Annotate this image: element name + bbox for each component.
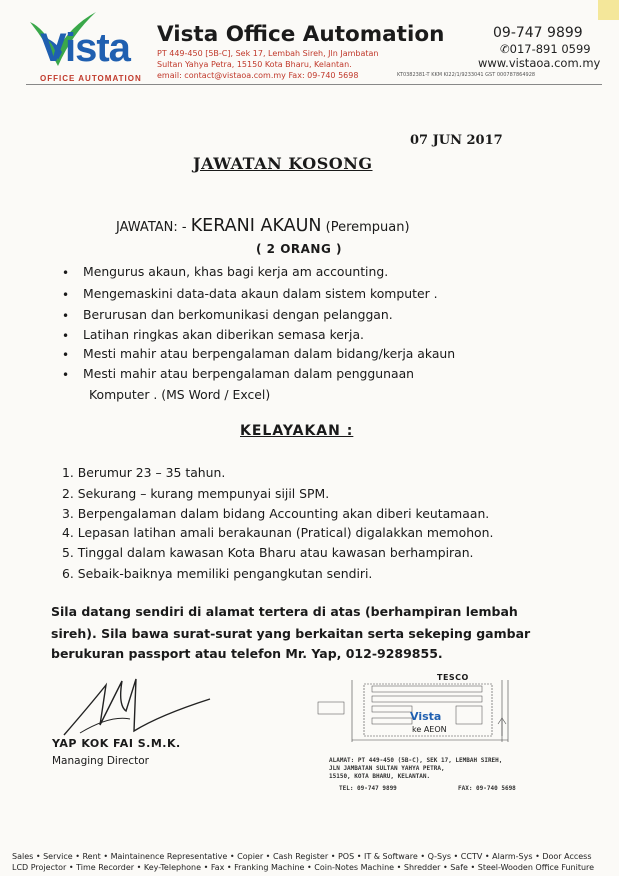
bottom-address-line: ALAMAT: PT 449-450 (5B-C), SEK 17, LEMBAH SIREH, [329,757,503,764]
registration-numbers: KT0382381-T KKM KI22/1/9233041 GST 000787864928 [397,72,536,78]
map-label-tesco: TESCO [437,673,469,682]
logo-wordmark: Vista [40,26,130,70]
bottom-address-line: 15150, KOTA BHARU, KELANTAN. [329,773,431,780]
phone-main: 09-747 9899 [493,25,583,41]
qualification-item: 5. Tinggal dalam kawasan Kota Bharu atau kawasan berhampiran. [62,545,474,560]
qualification-item: 3. Berpengalaman dalam bidang Accounting akan diberi keutamaan. [62,506,490,521]
bottom-fax: FAX: 09-740 5698 [458,785,516,792]
bullet-icon: • [62,348,70,362]
bullet-icon: • [62,266,70,280]
vacancy-count: ( 2 ORANG ) [256,242,342,256]
letter-date: 07 JUN 2017 [410,133,503,148]
qualification-item: 4. Lepasan latihan amali berakaunan (Pratical) digalakkan memohon. [62,525,494,540]
duty-item-continued: Komputer . (MS Word / Excel) [89,387,271,402]
services-footer-line: LCD Projector • Time Recorder • Key-Telephone • Fax • Franking Machine • Coin-Notes Machine • Shredder • Safe • Steel-Wooden Office Funiture [12,863,595,872]
qualification-item: 1. Berumur 23 – 35 tahun. [62,465,226,480]
position-line [116,216,410,236]
website-link[interactable]: www.vistaoa.com.my [478,56,601,70]
qualification-item: 2. Sekurang – kurang mempunyai sijil SPM. [62,486,330,501]
company-contact-line: email: contact@vistaoa.com.my Fax: 09-740 5698 [157,71,359,80]
closing-line: sireh). Sila bawa surat-surat yang berkaitan serta sekeping gambar [51,626,531,641]
bullet-icon: • [62,288,70,302]
services-footer-line: Sales • Service • Rent • Maintainence Representative • Copier • Cash Register • POS • IT & Software • Q-Sys • CCTV • Alarm-Sys • Door Access [12,852,592,861]
qualification-item: 6. Sebaik-baiknya memiliki pengangkutan sendiri. [62,566,373,581]
position-gender: (Perempuan) [321,220,410,235]
duty-item: Mesti mahir atau berpengalaman dalam penggunaan [83,366,415,381]
company-name: Vista Office Automation [157,22,445,47]
bullet-icon: • [62,368,70,382]
bullet-icon: • [62,309,70,323]
map-label-aeon: ke AEON [412,725,447,734]
position-title: KERANI AKAUN [190,216,322,236]
map-label-vista: Vista [410,710,442,723]
duty-item: Mengemaskini data-data akaun dalam sistem komputer . [83,286,438,301]
bottom-address-line: JLN JAMBATAN SULTAN YAHYA PETRA, [329,765,445,772]
company-address-line-2: Sultan Yahya Petra, 15150 Kota Bharu, Kelantan. [157,60,352,69]
phone-mobile: ✆017-891 0599 [500,42,591,56]
duty-item: Mengurus akaun, khas bagi kerja am accounting. [83,264,389,279]
signatory-role: Managing Director [52,755,150,767]
page-edge-mark [598,0,619,20]
duty-item: Latihan ringkas akan diberikan semasa kerja. [83,327,364,342]
header-divider [26,84,602,85]
position-label: JAWATAN: - [116,220,191,235]
qualifications-heading: KELAYAKAN : [240,423,354,439]
closing-line: berukuran passport atau telefon Mr. Yap, 012-9289855. [51,646,443,661]
duty-item: Berurusan dan berkomunikasi dengan pelanggan. [83,307,393,322]
page-title: JAWATAN KOSONG [193,154,373,173]
signatory-name: YAP KOK FAI S.M.K. [52,737,181,750]
closing-line: Sila datang sendiri di alamat tertera di atas (berhampiran lembah [51,604,518,619]
signature-icon [60,675,220,745]
logo-subtitle: OFFICE AUTOMATION [40,74,142,83]
bullet-icon: • [62,329,70,343]
bottom-telephone: TEL: 09-747 9899 [339,785,397,792]
duty-item: Mesti mahir atau berpengalaman dalam bidang/kerja akaun [83,346,456,361]
company-address-line-1: PT 449-450 [5B-C], Sek 17, Lembah Sireh, Jln Jambatan [157,49,379,58]
